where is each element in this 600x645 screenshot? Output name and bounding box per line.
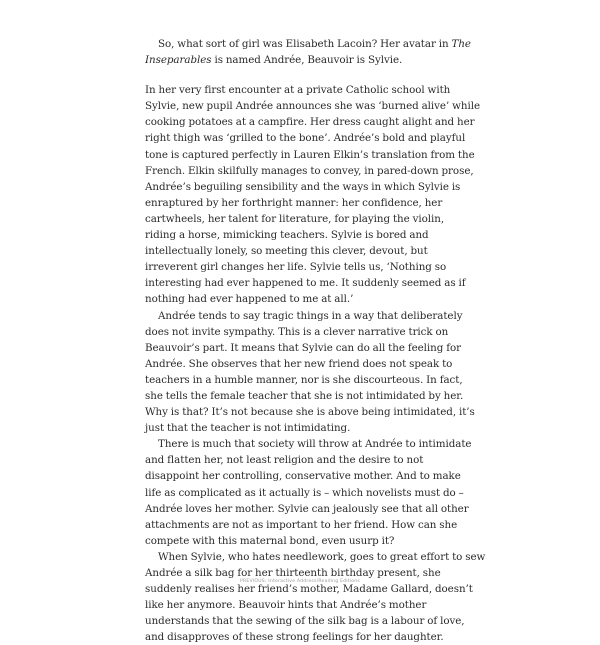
text-line: cartwheels, her talent for literature, for playing the violin, [145, 212, 445, 225]
text-line: There is much that society will throw at Andrée to intimidate [158, 438, 472, 451]
text-line: enraptured by her forthright manner: her confidence, her [145, 196, 443, 209]
paragraph [145, 308, 475, 437]
text-line: Inseparables is named Andrée, Beauvoir is Sylvie. [145, 54, 403, 67]
text-line: like her anymore. Beauvoir hints that Andrée’s mother [145, 599, 427, 612]
text-line: right thigh was ‘grilled to the bone’. Andrée’s bold and playful [145, 132, 466, 145]
page-footer: PREVIOUS: Interactive Address/Reading Editions [240, 579, 360, 584]
text-line: intellectually lonely, so meeting this clever, devout, but [145, 245, 428, 258]
text-line: Andrée a silk bag for her thirteenth birthday present, she [145, 567, 441, 579]
text-line: Andrée tends to say tragic things in a way that deliberately [158, 309, 463, 322]
text-line: teachers in a humble manner, nor is she discourteous. In fact, [145, 373, 463, 386]
text-line: suddenly realises her friend’s mother, Madame Gallard, doesn’t [145, 583, 473, 596]
text-line: So, what sort of girl was Elisabeth Lacoin? Her avatar in The [158, 38, 471, 50]
text-line: cooking potatoes at a campfire. Her dress caught alight and her [145, 116, 475, 129]
text-line: Sylvie, new pupil Andrée announces she was ‘burned alive’ while [145, 100, 480, 113]
text-line: Andrée loves her mother. Sylvie can jealously see that all other [145, 502, 469, 515]
text-line: she tells the female teacher that she is not intimidated by her. [145, 389, 464, 402]
text-line: irreverent girl changes her life. Sylvie tells us, ‘Nothing so [145, 261, 447, 274]
body-text [145, 36, 486, 645]
text-line: In her very first encounter at a private Catholic school with [145, 84, 451, 97]
text-line: compete with this maternal bond, even usurp it? [145, 534, 395, 547]
text-line: attachments are not as important to her friend. How can she [145, 518, 458, 531]
paragraph [145, 82, 480, 307]
paragraph-gap [145, 68, 457, 82]
text-line: Beauvoir’s part. It means that Sylvie can do all the feeling for [145, 341, 461, 354]
text-line: disappoint her controlling, conservative mother. And to make [145, 470, 461, 483]
text-line: riding a horse, mimicking teachers. Sylvie is bored and [145, 229, 429, 242]
text-line: tone is captured perfectly in Lauren Elkin’s translation from the [145, 148, 475, 161]
text-line: life as complicated as it actually is – which novelists must do – [145, 486, 464, 499]
paragraph [145, 436, 472, 549]
text-line: nothing had ever happened to me at all.’ [145, 293, 354, 306]
text-line: and flatten her, not least religion and the desire to not [145, 454, 424, 467]
text-line: just that the teacher is not intimidating. [145, 422, 351, 435]
text-line: Why is that? It’s not because she is above being intimidated, it’s [145, 406, 475, 419]
text-line: Andrée’s beguiling sensibility and the ways in which Sylvie is [145, 180, 461, 193]
text-line: does not invite sympathy. This is a clever narrative trick on [145, 325, 449, 338]
text-line: and disapproves of these strong feelings for her daughter. [145, 631, 444, 644]
text-line: understands that the sewing of the silk bag is a labour of love, [145, 615, 465, 628]
text-line: interesting had ever happened to me. It suddenly seemed as if [145, 277, 466, 290]
paragraph [145, 36, 471, 68]
text-line: French. Elkin skilfully manages to convey, in pared-down prose, [145, 164, 474, 177]
text-line: When Sylvie, who hates needlework, goes to great effort to sew [158, 550, 486, 563]
text-line: Andrée. She observes that her new friend does not speak to [145, 357, 453, 370]
paragraph [145, 549, 486, 645]
